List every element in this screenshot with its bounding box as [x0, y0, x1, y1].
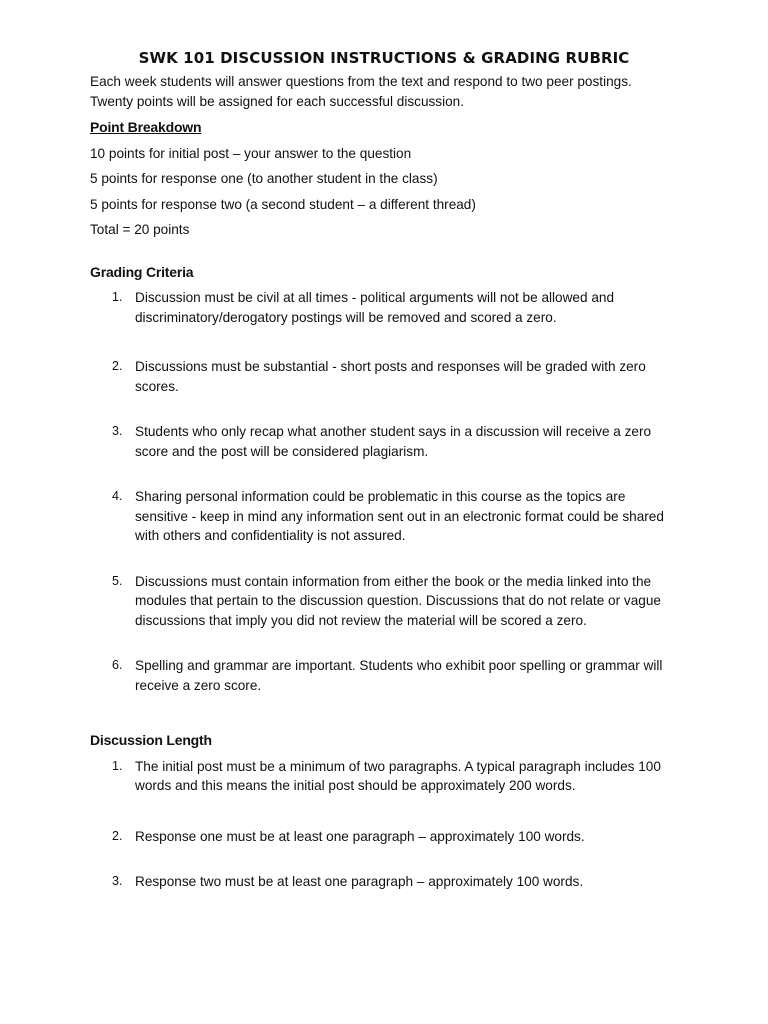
- item-number: 2.: [112, 828, 123, 843]
- item-text: Discussions must be substantial - short posts and responses will be graded with zero scores.: [135, 359, 646, 394]
- item-number: 3.: [112, 874, 123, 888]
- item-text: Spelling and grammar are important. Students who exhibit poor spelling or grammar will receive a zero score.: [135, 658, 663, 693]
- point-breakdown-heading: Point Breakdown: [90, 119, 202, 135]
- length-item: [90, 757, 678, 796]
- criteria-item: [90, 656, 678, 695]
- item-number: 4.: [112, 489, 123, 503]
- item-text: Response one must be at least one paragraph – approximately 100 words.: [135, 828, 585, 844]
- criteria-item: [90, 487, 678, 546]
- item-text: Discussions must contain information from either the book or the media linked into the modules that pertain to the discussion question. Discussions that do not relate or vague discussions that imply you did not review the material will be scored a zero.: [135, 573, 661, 628]
- item-text: Discussion must be civil at all times - political arguments will not be allowed and discriminatory/derogatory postings will be removed and scored a zero.: [135, 290, 615, 325]
- item-number: 1.: [112, 758, 123, 773]
- item-number: 5.: [112, 573, 123, 588]
- criteria-item: [90, 357, 678, 396]
- item-text: Response two must be at least one paragraph – approximately 100 words.: [135, 874, 584, 889]
- intro-paragraph: [90, 72, 678, 111]
- criteria-item: [90, 422, 678, 461]
- document-title: SWK 101 DISCUSSION INSTRUCTIONS & GRADING RUBRIC: [138, 49, 630, 67]
- item-text: Sharing personal information could be problematic in this course as the topics are sensitive - keep in mind any information sent out in an electronic format could be shared with others and confidentiality is not assured.: [135, 489, 664, 543]
- point-breakdown-list: [90, 144, 678, 240]
- breakdown-item: Total = 20 points: [90, 222, 190, 237]
- breakdown-item: 5 points for response two (a second student – a different thread): [90, 196, 476, 212]
- length-item: [90, 872, 678, 892]
- intro-line: Each week students will answer questions from the text and respond to two peer postings.: [90, 74, 632, 89]
- length-item: [90, 827, 678, 847]
- item-text: Students who only recap what another student says in a discussion will receive a zero score and the post will be considered plagiarism.: [135, 424, 652, 459]
- grading-criteria-list: [90, 288, 678, 695]
- item-number: 3.: [112, 424, 123, 438]
- grading-criteria-heading: Grading Criteria: [90, 263, 194, 280]
- criteria-item: [90, 288, 678, 327]
- item-number: 1.: [112, 290, 123, 304]
- breakdown-item: 10 points for initial post – your answer to the question: [90, 145, 412, 161]
- item-text: The initial post must be a minimum of two paragraphs. A typical paragraph includes 100 words and this means the initial post should be approximately 200 words.: [135, 758, 661, 793]
- item-number: 6.: [112, 658, 123, 672]
- intro-line: Twenty points will be assigned for each successful discussion.: [90, 93, 465, 109]
- breakdown-item: 5 points for response one (to another student in the class): [90, 171, 438, 186]
- discussion-length-list: [90, 757, 678, 892]
- item-number: 2.: [112, 359, 123, 373]
- criteria-item: [90, 572, 678, 631]
- discussion-length-heading: Discussion Length: [90, 732, 212, 748]
